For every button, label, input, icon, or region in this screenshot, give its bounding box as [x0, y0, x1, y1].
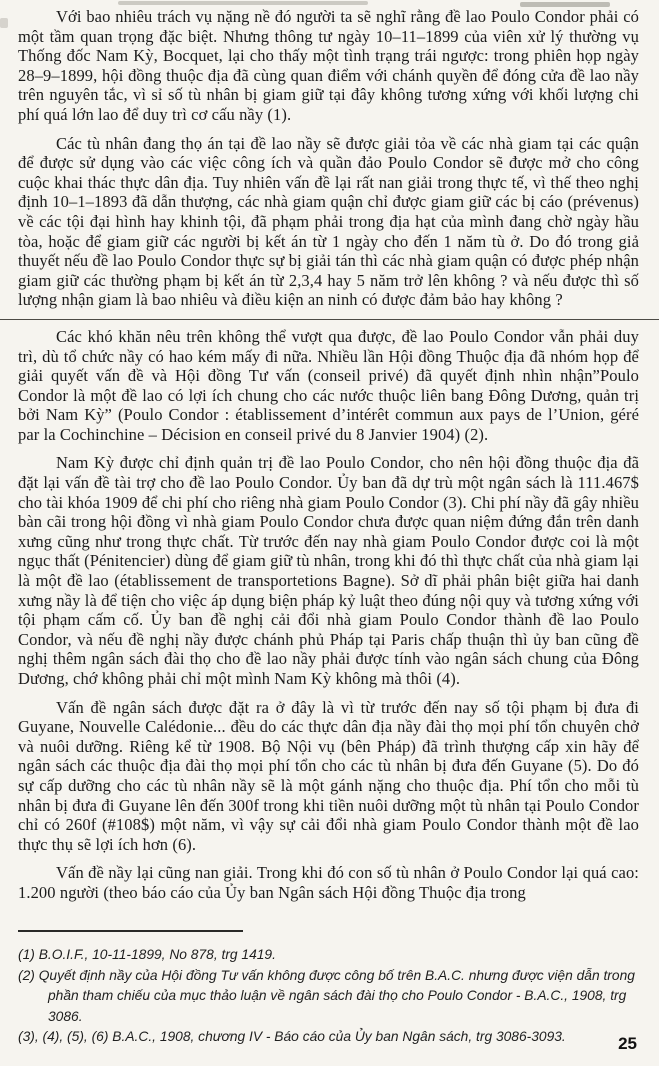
- paragraph: Vấn đề nầy lại cũng nan giải. Trong khi đó con số tù nhân ở Poulo Condor lại quá cao: 1.200 người (theo báo cáo của Ủy ban Ngân sách Hội đồng Thuộc địa trong: [18, 863, 639, 902]
- footnote: (3), (4), (5), (6) B.A.C., 1908, chương IV - Báo cáo của Ủy ban Ngân sách, trg 3086-3093.: [18, 1029, 566, 1044]
- paragraph: Các tù nhân đang thọ án tại đề lao nầy sẽ được giải tỏa về các nhà giam tại các quận để được sử dụng vào các việc công ích và quần đảo Poulo Condor sẽ được mở cho công cuộc khai thác thực dân địa. Tuy nhiên vấn đề lại rất nan giải trong thực tế, vì thế theo nghị định 10–1–1893 đã dẫn thượng, các nhà giam quận chỉ được giam giữ các bị cáo (prévenus) về các tội đại hình hay khinh tội, đã phạm phải trong địa hạt của mình đang chờ ngày hầu tòa, hoặc để giam giữ các người bị kết án từ 1 ngày cho đến 1 năm tù ở. Do đó trong giả thuyết nếu đề lao Poulo Condor thực sự bị giải tán thì các nhà giam quận có được phép nhận giam giữ các thường phạm bị kết án từ 2,3,4 hay 5 năm trở lên không ? và nếu được thì số lượng nhận giam là bao nhiêu và điều kiện an ninh có được đảm bảo hay không ?: [18, 133, 639, 310]
- footnote-area: [18, 930, 639, 1048]
- paragraph: Các khó khăn nêu trên không thể vượt qua được, đề lao Poulo Condor vẫn phải duy trì, dù tổ chức nầy có hao kém mấy đi nữa. Nhiều lần Hội đồng Thuộc địa đã nhóm họp để giải quyết vấn đề và Hội đồng Tư vấn (conseil privé) đã quyết định nhìn nhận”Poulo Condor là một đề lao có lợi ích chung cho các nước thuộc liên bang Đông Dương, quản trị bởi Nam Kỳ” (Poulo Condor : établissement d’intérêt commun aux pays de l’Union, géré par la Cochinchine – Décision en conseil privé du 8 Janvier 1904) (2).: [18, 326, 639, 444]
- footnote-separator-line: [18, 930, 243, 932]
- paragraph: Nam Kỳ được chỉ định quản trị đề lao Poulo Condor, cho nên hội đồng thuộc địa đã đặt lại vấn đề tài trợ cho đề lao Poulo Condor. Ủy ban đã dự trù một ngân sách là 111.467$ cho tài khóa 1909 để chi phí cho riêng nhà giam Poulo Condor (3). Chi phí nầy đã gây nhiều bàn cãi trong hội đồng vì nhà giam Poulo Condor chưa được quan niệm đứng đắn trên danh xưng cũng như trong thực chất. Từ trước đến nay nhà giam Poulo Condor được coi là một ngục thất (Pénitencier) dùng để giam giữ tù nhân, trong khi đó thì thực chất của nhà giam lại là một đề lao (établissement de transportetions Bagne). Sở dĩ phải phân biệt giữa hai danh xưng nầy là để tiện cho việc áp dụng biện pháp kỷ luật theo đúng nội quy và tương xứng với tội phạm cấm cố. Ủy ban đề nghị cải đổi nhà giam Poulo Condor thành đề lao Poulo Condor, và nếu đề nghị nầy được chánh phủ Pháp tại Paris chấp thuận thì ủy ban cũng đề nghị thêm ngân sách đài thọ cho đề lao nầy phải được tính vào ngân sách chung của Đông Dương, chớ không phải chỉ một mình Nam Kỳ không mà thôi (4).: [18, 453, 639, 688]
- footnote: (1) B.O.I.F., 10-11-1899, No 878, trg 1419.: [18, 947, 276, 962]
- scan-artifact: [0, 18, 8, 28]
- section-divider-line: [0, 319, 659, 320]
- paragraph: Vấn đề ngân sách được đặt ra ở đây là vì từ trước đến nay số tội phạm bị đưa đi Guyane, Nouvelle Calédonie... đều do các thực dân địa nầy đài thọ mọi phí tổn chuyên chở và nuôi dưỡng. Riêng kể từ 1908. Bộ Nội vụ (bên Pháp) đã trình thượng cấp xin hãy để ngân sách các thuộc địa đài thọ mọi phí tổn cho các tù nhân bị đưa đến Guyane (5). Do đó sự cấp dưỡng cho các tù nhân nầy sẽ là một gánh nặng cho thuộc địa. Phí tổn cho mỗi tù nhân bị đưa đi Guyane lên đến 300f trong khi tiền nuôi dưỡng một tù nhân tại Poulo Condor chỉ có 260f (#108$) một năm, vì vậy sự cải đổi nhà giam Poulo Condor thành một đề lao thực thụ sẽ lợi ích hơn (6).: [18, 697, 639, 854]
- paragraph: Với bao nhiêu trách vụ nặng nề đó người ta sẽ nghĩ rằng đề lao Poulo Condor phải có một tầm quan trọng đặc biệt. Nhưng thông tư ngày 10–11–1899 của viên xử lý thường vụ Thống đốc Nam Kỳ, Bocquet, lại cho thấy một tình trạng trái ngược: trong phiên họp ngày 28–9–1899, hội đồng thuộc địa đã cùng quan điểm với chánh quyền để đóng cửa đề lao nầy trên nguyên tắc, vì sỉ số tù nhân bị giam giữ tại đây không tương xứng với khối lượng chi phí quá lớn lao để duy trì cơ cấu nầy (1).: [18, 7, 639, 124]
- page-number: 25: [618, 1034, 637, 1053]
- scan-artifact: [118, 1, 368, 5]
- body-text: [18, 7, 639, 912]
- footnote: (2) Quyết định nầy của Hội đồng Tư vấn không được công bố trên B.A.C. nhưng được viện dẫn trong phần tham chiếu của mục thảo luận về ngân sách đài thọ cho Poulo Condor - B.A.C., 1908, trg 3086.: [18, 967, 635, 1024]
